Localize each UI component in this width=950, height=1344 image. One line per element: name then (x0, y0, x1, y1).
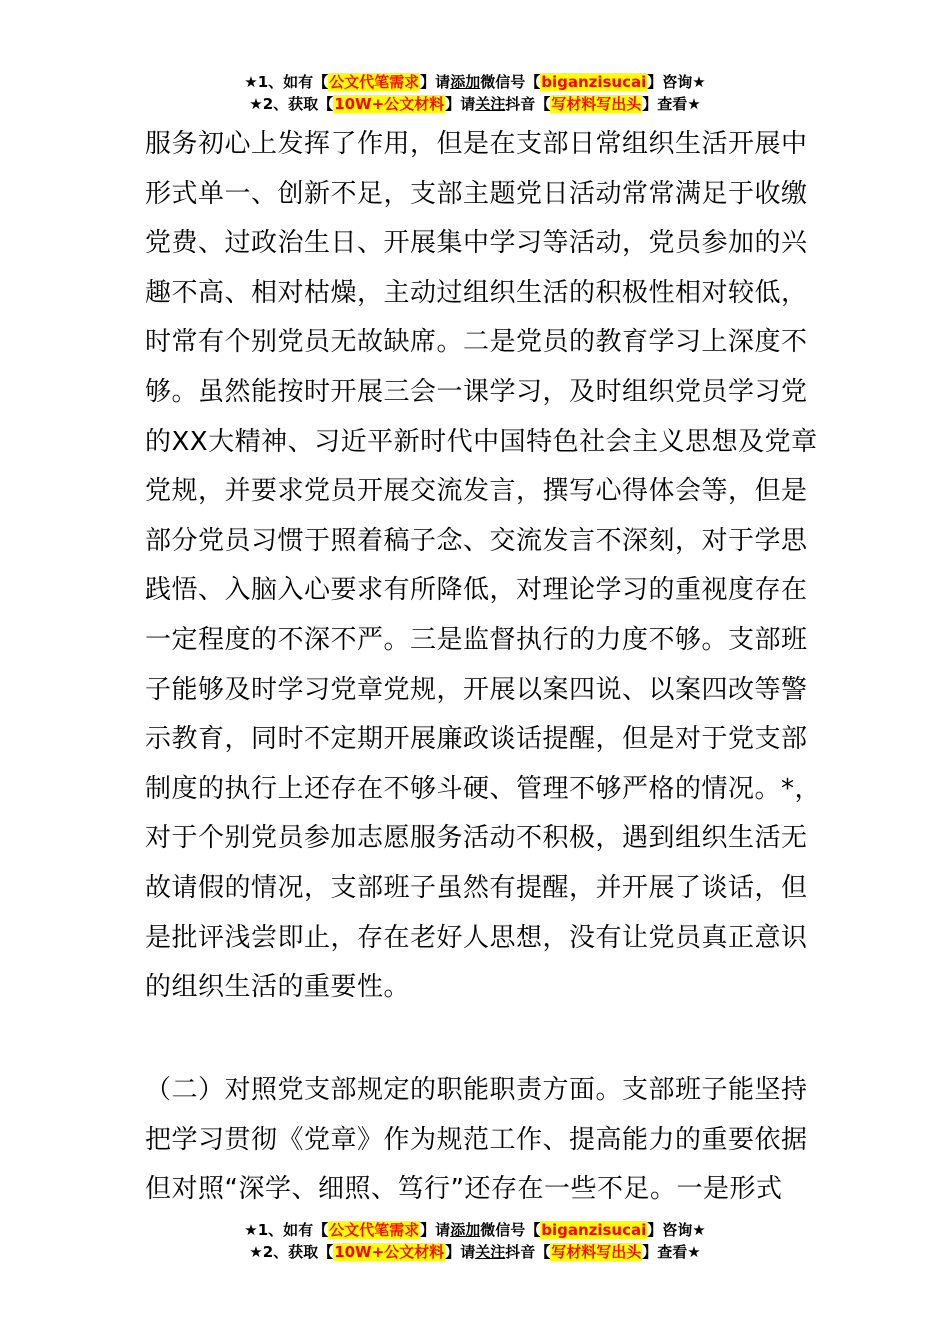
text-line: 一定程度的不深不严。三是监督执行的力度不够。支部班 (145, 624, 808, 655)
text-line: 但对照“深学、细照、笃行”还存在一些不足。一是形式 (145, 1174, 783, 1205)
text-line: 党规，并要求党员开展交流发言，撰写心得体会等，但是 (145, 476, 808, 507)
highlight-wechat-id: biganzisucai (541, 1221, 647, 1239)
text-line: 把学习贯彻《党章》作为规范工作、提高能力的重要依据 (145, 1124, 808, 1155)
footer-banner (0, 1219, 950, 1263)
highlight-douyin: 写材料写出头 (551, 1243, 642, 1261)
highlight-douyin: 写材料写出头 (551, 95, 642, 113)
text-line: 党费、过政治生日、开展集中学习等活动，党员参加的兴 (145, 228, 808, 259)
text-line: 对于个别党员参加志愿服务活动不积极，遇到组织生活无 (145, 823, 808, 854)
text-line: 是批评浅尝即止，存在老好人思想，没有让党员真正意识 (145, 922, 808, 953)
highlight-materials: 10W+公文材料 (334, 1243, 445, 1261)
text-line: 的组织生活的重要性。 (145, 972, 411, 1003)
paragraph-1 (145, 120, 822, 1013)
banner-line-1: ★1、如有【公文代笔需求】请添加微信号【biganzisucai】咨询★ (244, 1221, 706, 1239)
text-line: 故请假的情况，支部班子虽然有提醒，并开展了谈话，但 (145, 872, 808, 903)
highlight-service: 公文代笔需求 (329, 1221, 420, 1239)
text-line: 的XX大精神、习近平新时代中国特色社会主义思想及党章 (145, 426, 818, 457)
text-line: 趣不高、相对枯燥，主动过组织生活的积极性相对较低， (145, 277, 808, 308)
banner-line-2: ★2、获取【10W+公文材料】请关注抖音【写材料写出头】查看★ (249, 95, 701, 113)
text-line: 服务初心上发挥了作用，但是在支部日常组织生活开展中 (145, 129, 808, 159)
highlight-materials: 10W+公文材料 (334, 95, 445, 113)
text-line: 子能够及时学习党章党规，开展以案四说、以案四改等警 (145, 674, 808, 705)
text-line: 够。虽然能按时开展三会一课学习，及时组织党员学习党 (145, 376, 808, 407)
banner-line-1: ★1、如有【公文代笔需求】请添加微信号【biganzisucai】咨询★ (244, 73, 706, 91)
text-line: 制度的执行上还存在不够斗硬、管理不够严格的情况。*， (145, 773, 822, 804)
text-line: 形式单一、创新不足，支部主题党日活动常常满足于收缴 (145, 178, 808, 209)
section-heading-line: （二）对照党支部规定的职能职责方面。支部班子能坚持 (145, 1075, 808, 1105)
banner-line-2: ★2、获取【10W+公文材料】请关注抖音【写材料写出头】查看★ (249, 1243, 701, 1261)
text-line: 践悟、入脑入心要求有所降低，对理论学习的重视度存在 (145, 575, 808, 606)
text-line: 示教育，同时不定期开展廉政谈话提醒，但是对于党支部 (145, 724, 808, 755)
paragraph-2 (145, 1066, 807, 1215)
text-line: 时常有个别党员无故缺席。二是党员的教育学习上深度不 (145, 327, 808, 358)
highlight-service: 公文代笔需求 (329, 73, 420, 91)
highlight-wechat-id: biganzisucai (541, 73, 647, 91)
text-line: 部分党员习惯于照着稿子念、交流发言不深刻，对于学思 (145, 525, 808, 556)
header-banner (0, 71, 950, 115)
